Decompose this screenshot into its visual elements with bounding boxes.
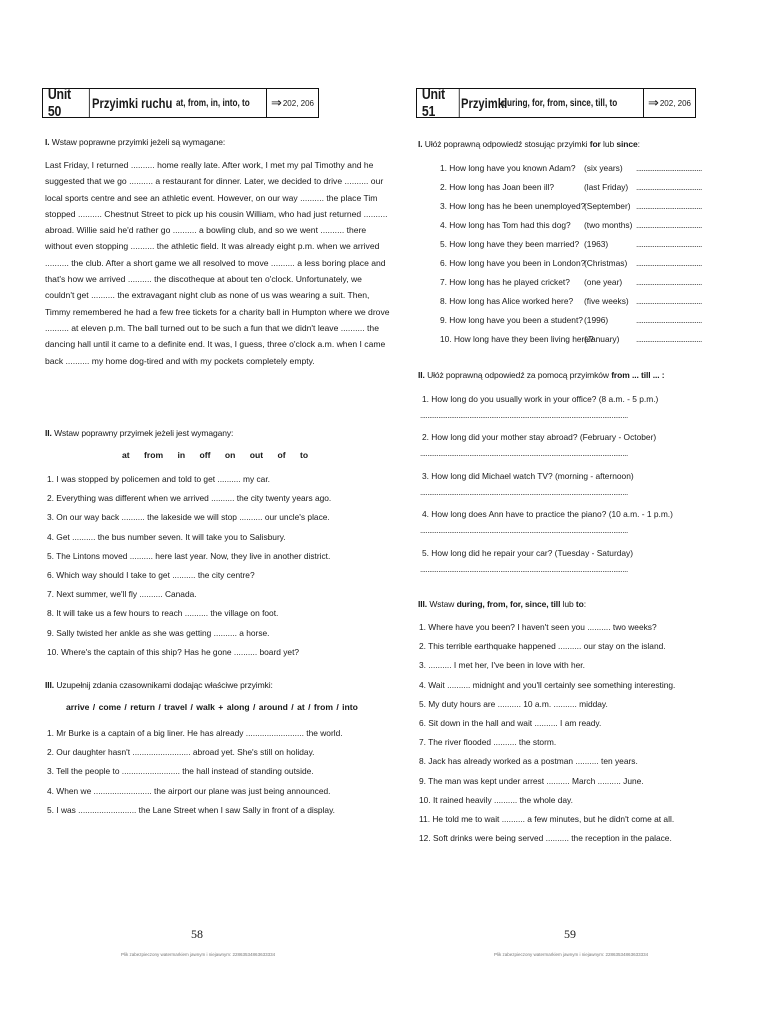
- exercise-item: 5. My duty hours are .......... 10 a.m. .......... midday.: [419, 698, 608, 709]
- question-text: 7. How long has he played cricket?: [440, 277, 570, 287]
- question-text: 10. How long have they been living here?: [440, 334, 594, 344]
- watermark-text: Plik zabezpieczony watermarkiem jawnym i niejawnym: 22863534863633334: [494, 952, 649, 957]
- section-heading: I. Ułóż poprawną odpowiedź stosując przyimki for lub since:: [418, 139, 640, 149]
- unit-number: Unit 51: [417, 89, 459, 117]
- connector-word: lub: [562, 599, 574, 609]
- section-number: II.: [45, 428, 52, 438]
- hint-text: (1996): [584, 315, 609, 325]
- unit-title: [88, 89, 266, 117]
- reference-pages: 202, 206: [659, 98, 691, 108]
- question-text: 1. How long do you usually work in your office? (8 a.m. - 5 p.m.): [422, 394, 659, 404]
- exercise-item: [440, 314, 702, 333]
- section-heading: III. Wstaw during, from, for, since, till lub to:: [418, 599, 586, 609]
- exercise-item: 10. Where's the captain of this ship? Has he gone .......... board yet?: [47, 646, 300, 657]
- section-number: II.: [418, 370, 425, 380]
- unit-title-main: Przyimki ruchu: [91, 95, 172, 111]
- exercise-list: [47, 473, 331, 665]
- question-text: 6. How long have you been in London?: [440, 258, 586, 268]
- answer-line: ..................................................................................................................: [420, 411, 628, 420]
- section-heading: [45, 427, 233, 439]
- question-text: 5. How long did he repair your car? (Tuesday - Saturday): [422, 547, 634, 558]
- section-heading: [45, 136, 225, 148]
- answer-line: ....................................: [636, 277, 702, 287]
- unit-title-sub: at, from, in, into, to: [175, 97, 250, 109]
- unit-title: [457, 89, 643, 117]
- answer-line: ..................................................................................................................: [420, 564, 628, 574]
- exercise-item: 3. Tell the people to ......................... the hall instead of standing outside.: [47, 766, 314, 777]
- exercise-item: 7. The river flooded .......... the storm.: [419, 737, 557, 748]
- exercise-item: 1. I was stopped by policemen and told to get .......... my car.: [47, 474, 270, 484]
- section-number: I.: [418, 139, 423, 149]
- section-instruction: Wstaw poprawny przyimek jeżeli jest wymagany:: [54, 428, 234, 438]
- exercise-item: 6. Sit down in the hall and wait .......... I am ready.: [419, 717, 602, 728]
- keyword: from ... till ... :: [611, 370, 665, 380]
- paragraph-line: .......... at eleven p.m. The ball turned out to be such a fun that we didn't leave .......... the: [45, 322, 379, 333]
- arrow-right-icon: ⇒: [270, 95, 282, 110]
- page-number: 59: [564, 927, 576, 941]
- exercise-item: [440, 181, 702, 200]
- exercise-item: 5. The Lintons moved .......... here last year. Now, they live in another district.: [47, 550, 331, 561]
- answer-line: ....................................: [636, 201, 702, 211]
- question-text: 3. How long has he been unemployed?: [440, 201, 586, 211]
- exercise-item: 8. Jack has already worked as a postman .......... ten years.: [419, 756, 638, 767]
- answer-line: ..................................................................................................................: [420, 526, 628, 536]
- question-text: 3. How long did Michael watch TV? (morning - afternoon): [422, 470, 634, 481]
- word-bank: at from in off on out of to: [122, 450, 309, 460]
- exercise-item: 10. It rained heavily .......... the whole day.: [419, 794, 573, 805]
- exercise-item: 9. Sally twisted her ankle as she was getting .......... a horse.: [47, 627, 270, 638]
- unit-title-sub: during, for, from, since, till, to: [502, 97, 618, 109]
- unit-header: [42, 88, 319, 118]
- keyword: during, from, for, since, till: [456, 599, 561, 609]
- exercise-list: [47, 727, 343, 823]
- hint-text: (Christmas): [584, 258, 628, 268]
- answer-line: ....................................: [636, 315, 702, 325]
- exercise-item: [422, 431, 678, 469]
- hint-text: (1963): [584, 239, 609, 249]
- hint-text: (two months): [584, 220, 633, 230]
- paragraph-line: abroad. Willie said he'd rather go .......... a bowling club, and so we went .......... there: [45, 225, 367, 236]
- hint-text: (January): [584, 334, 620, 344]
- paragraph-line: dancing hall until it came to a definite end. It was, I guess, three o'clock a.m. when I came: [45, 339, 386, 350]
- exercise-item: [422, 470, 678, 508]
- hint-text: (one year): [584, 277, 623, 287]
- hint-text: (five weeks): [584, 296, 629, 306]
- exercise-list: [440, 162, 702, 352]
- answer-line: ....................................: [636, 182, 702, 192]
- answer-line: ....................................: [636, 163, 702, 173]
- exercise-item: 2. This terrible earthquake happened .......... our stay on the island.: [419, 641, 666, 652]
- section-instruction: Wstaw: [429, 599, 455, 609]
- paragraph-line: without even stopping .......... the athletic field. It was already eight p.m. when we arrived: [45, 241, 380, 252]
- exercise-item: [422, 393, 678, 431]
- connector-word: lub: [603, 139, 615, 149]
- answer-line: ....................................: [636, 296, 702, 306]
- answer-line: ....................................: [636, 220, 702, 230]
- section-heading: [45, 679, 273, 691]
- paragraph-line: local sports centre and see an athletic event. However, on our way .......... the place Tim: [45, 192, 378, 203]
- exercise-item: [440, 295, 702, 314]
- grammar-reference: [643, 89, 695, 117]
- exercise-item: [422, 547, 678, 585]
- paragraph-line: that's how we arrived .......... the discotheque at about ten o'clock. Unfortunately, we: [45, 274, 362, 285]
- exercise-item: [440, 276, 702, 295]
- question-text: 8. How long has Alice worked here?: [440, 296, 574, 306]
- question-text: 4. How long does Ann have to practice the piano? (10 a.m. - 1 p.m.): [422, 509, 673, 520]
- answer-line: ..................................................................................................................: [420, 449, 628, 459]
- exercise-item: [440, 238, 702, 257]
- hint-text: (last Friday): [584, 182, 629, 192]
- question-text: 5. How long have they been married?: [440, 239, 580, 249]
- reference-pages: 202, 206: [282, 98, 314, 108]
- exercise-item: 8. It will take us a few hours to reach .......... the village on foot.: [47, 608, 279, 619]
- section-instruction: Ułóż poprawną odpowiedź za pomocą przyimków: [427, 370, 609, 380]
- exercise-item: [440, 257, 702, 276]
- exercise-item: 1. Where have you been? I haven't seen you .......... two weeks?: [419, 622, 657, 632]
- section-instruction: Wstaw poprawne przyimki jeżeli są wymagane:: [51, 137, 226, 147]
- exercise-item: 2. Everything was different when we arrived .......... the city twenty years ago.: [47, 493, 332, 504]
- keyword: since: [616, 139, 638, 149]
- paragraph-line: couldn't get .......... the extravagant night club as none of us was wearing a suit. Then,: [45, 290, 370, 301]
- exercise-item: [440, 219, 702, 238]
- unit-title-main: Przyimki: [460, 95, 507, 111]
- exercise-item: [422, 508, 678, 546]
- section-number: III.: [418, 599, 428, 609]
- grammar-reference: [266, 89, 318, 117]
- exercise-item: 6. Which way should I take to get .......... the city centre?: [47, 569, 255, 580]
- answer-line: ..................................................................................................................: [420, 487, 628, 497]
- question-text: 1. How long have you known Adam?: [440, 163, 576, 173]
- question-text: 9. How long have you been a student?: [440, 315, 583, 325]
- paragraph-line: suggested that we go .......... a restaurant for dinner. Later, we decided to drive .......... our: [45, 176, 384, 187]
- paragraph-line: back .......... my home dog-tired and with my pockets completely empty.: [45, 355, 315, 366]
- section-heading: [418, 369, 665, 381]
- exercise-list: [422, 393, 678, 585]
- exercise-item: 1. Mr Burke is a captain of a big liner. He has already ......................... the world.: [47, 728, 343, 738]
- exercise-item: [440, 162, 702, 181]
- section-instruction: Ułóż poprawną odpowiedź stosując przyimki: [424, 139, 588, 149]
- exercise-item: 4. Wait .......... midnight and you'll certainly see something interesting.: [419, 679, 676, 690]
- paragraph-line: Last Friday, I returned .......... home really late. After work, I met my pal Timothy and he: [45, 160, 374, 170]
- hint-text: (six years): [584, 163, 623, 173]
- section-instruction: Uzupełnij zdania czasownikami dodając właściwe przyimki:: [56, 680, 273, 690]
- question-text: 4. How long has Tom had this dog?: [440, 220, 571, 230]
- exercise-item: 5. I was ......................... the Lane Street when I saw Sally in front of a display.: [47, 804, 335, 815]
- watermark-text: Plik zabezpieczony watermarkiem jawnym i niejawnym: 22863534863633334: [121, 952, 276, 957]
- exercise-item: 3. On our way back .......... the lakeside we will stop .......... our uncle's place.: [47, 512, 330, 523]
- exercise-item: [440, 200, 702, 219]
- exercise-paragraph: [45, 157, 390, 369]
- word-bank: arrive / come / return / travel / walk + along / around / at / from / into: [66, 702, 358, 712]
- section-number: I.: [45, 137, 50, 147]
- exercise-item: 12. Soft drinks were being served .......... the reception in the palace.: [419, 833, 672, 844]
- paragraph-line: .......... the club. After a short game we all resolved to move .......... a less boring place and: [45, 257, 386, 268]
- hint-text: (September): [584, 201, 631, 211]
- question-text: 2. How long has Joan been ill?: [440, 182, 555, 192]
- exercise-item: 3. .......... I met her, I've been in love with her.: [419, 660, 585, 671]
- exercise-list: [419, 621, 675, 851]
- paragraph-line: Timmy remembered he had a few free tickets for a charity ball in Humpton where we drove: [45, 306, 390, 317]
- answer-line: ....................................: [636, 239, 702, 249]
- answer-line: ....................................: [636, 258, 702, 268]
- exercise-item: 7. Next summer, we'll fly .......... Canada.: [47, 589, 197, 600]
- section-number: III.: [45, 680, 55, 690]
- question-text: 2. How long did your mother stay abroad? (February - October): [422, 432, 657, 443]
- unit-number: Unit 50: [43, 89, 89, 117]
- page-number: 58: [191, 927, 203, 941]
- keyword: for: [589, 139, 601, 149]
- exercise-item: [440, 333, 702, 352]
- keyword: to: [575, 599, 584, 609]
- arrow-right-icon: ⇒: [647, 95, 659, 110]
- exercise-item: 2. Our daughter hasn't ......................... abroad yet. She's still on holiday.: [47, 747, 315, 758]
- exercise-item: 11. He told me to wait .......... a few minutes, but he didn't come at all.: [419, 813, 675, 824]
- exercise-item: 4. When we ......................... the airport our plane was just being announced.: [47, 785, 331, 796]
- answer-line: ....................................: [636, 334, 702, 344]
- paragraph-line: stopped .......... Chestnut Street to pick up his cousin William, who had just returned ..........: [45, 208, 388, 219]
- unit-header: [416, 88, 696, 118]
- exercise-item: 9. The man was kept under arrest .......... March .......... June.: [419, 775, 644, 786]
- exercise-item: 4. Get .......... the bus number seven. It will take you to Salisbury.: [47, 531, 286, 542]
